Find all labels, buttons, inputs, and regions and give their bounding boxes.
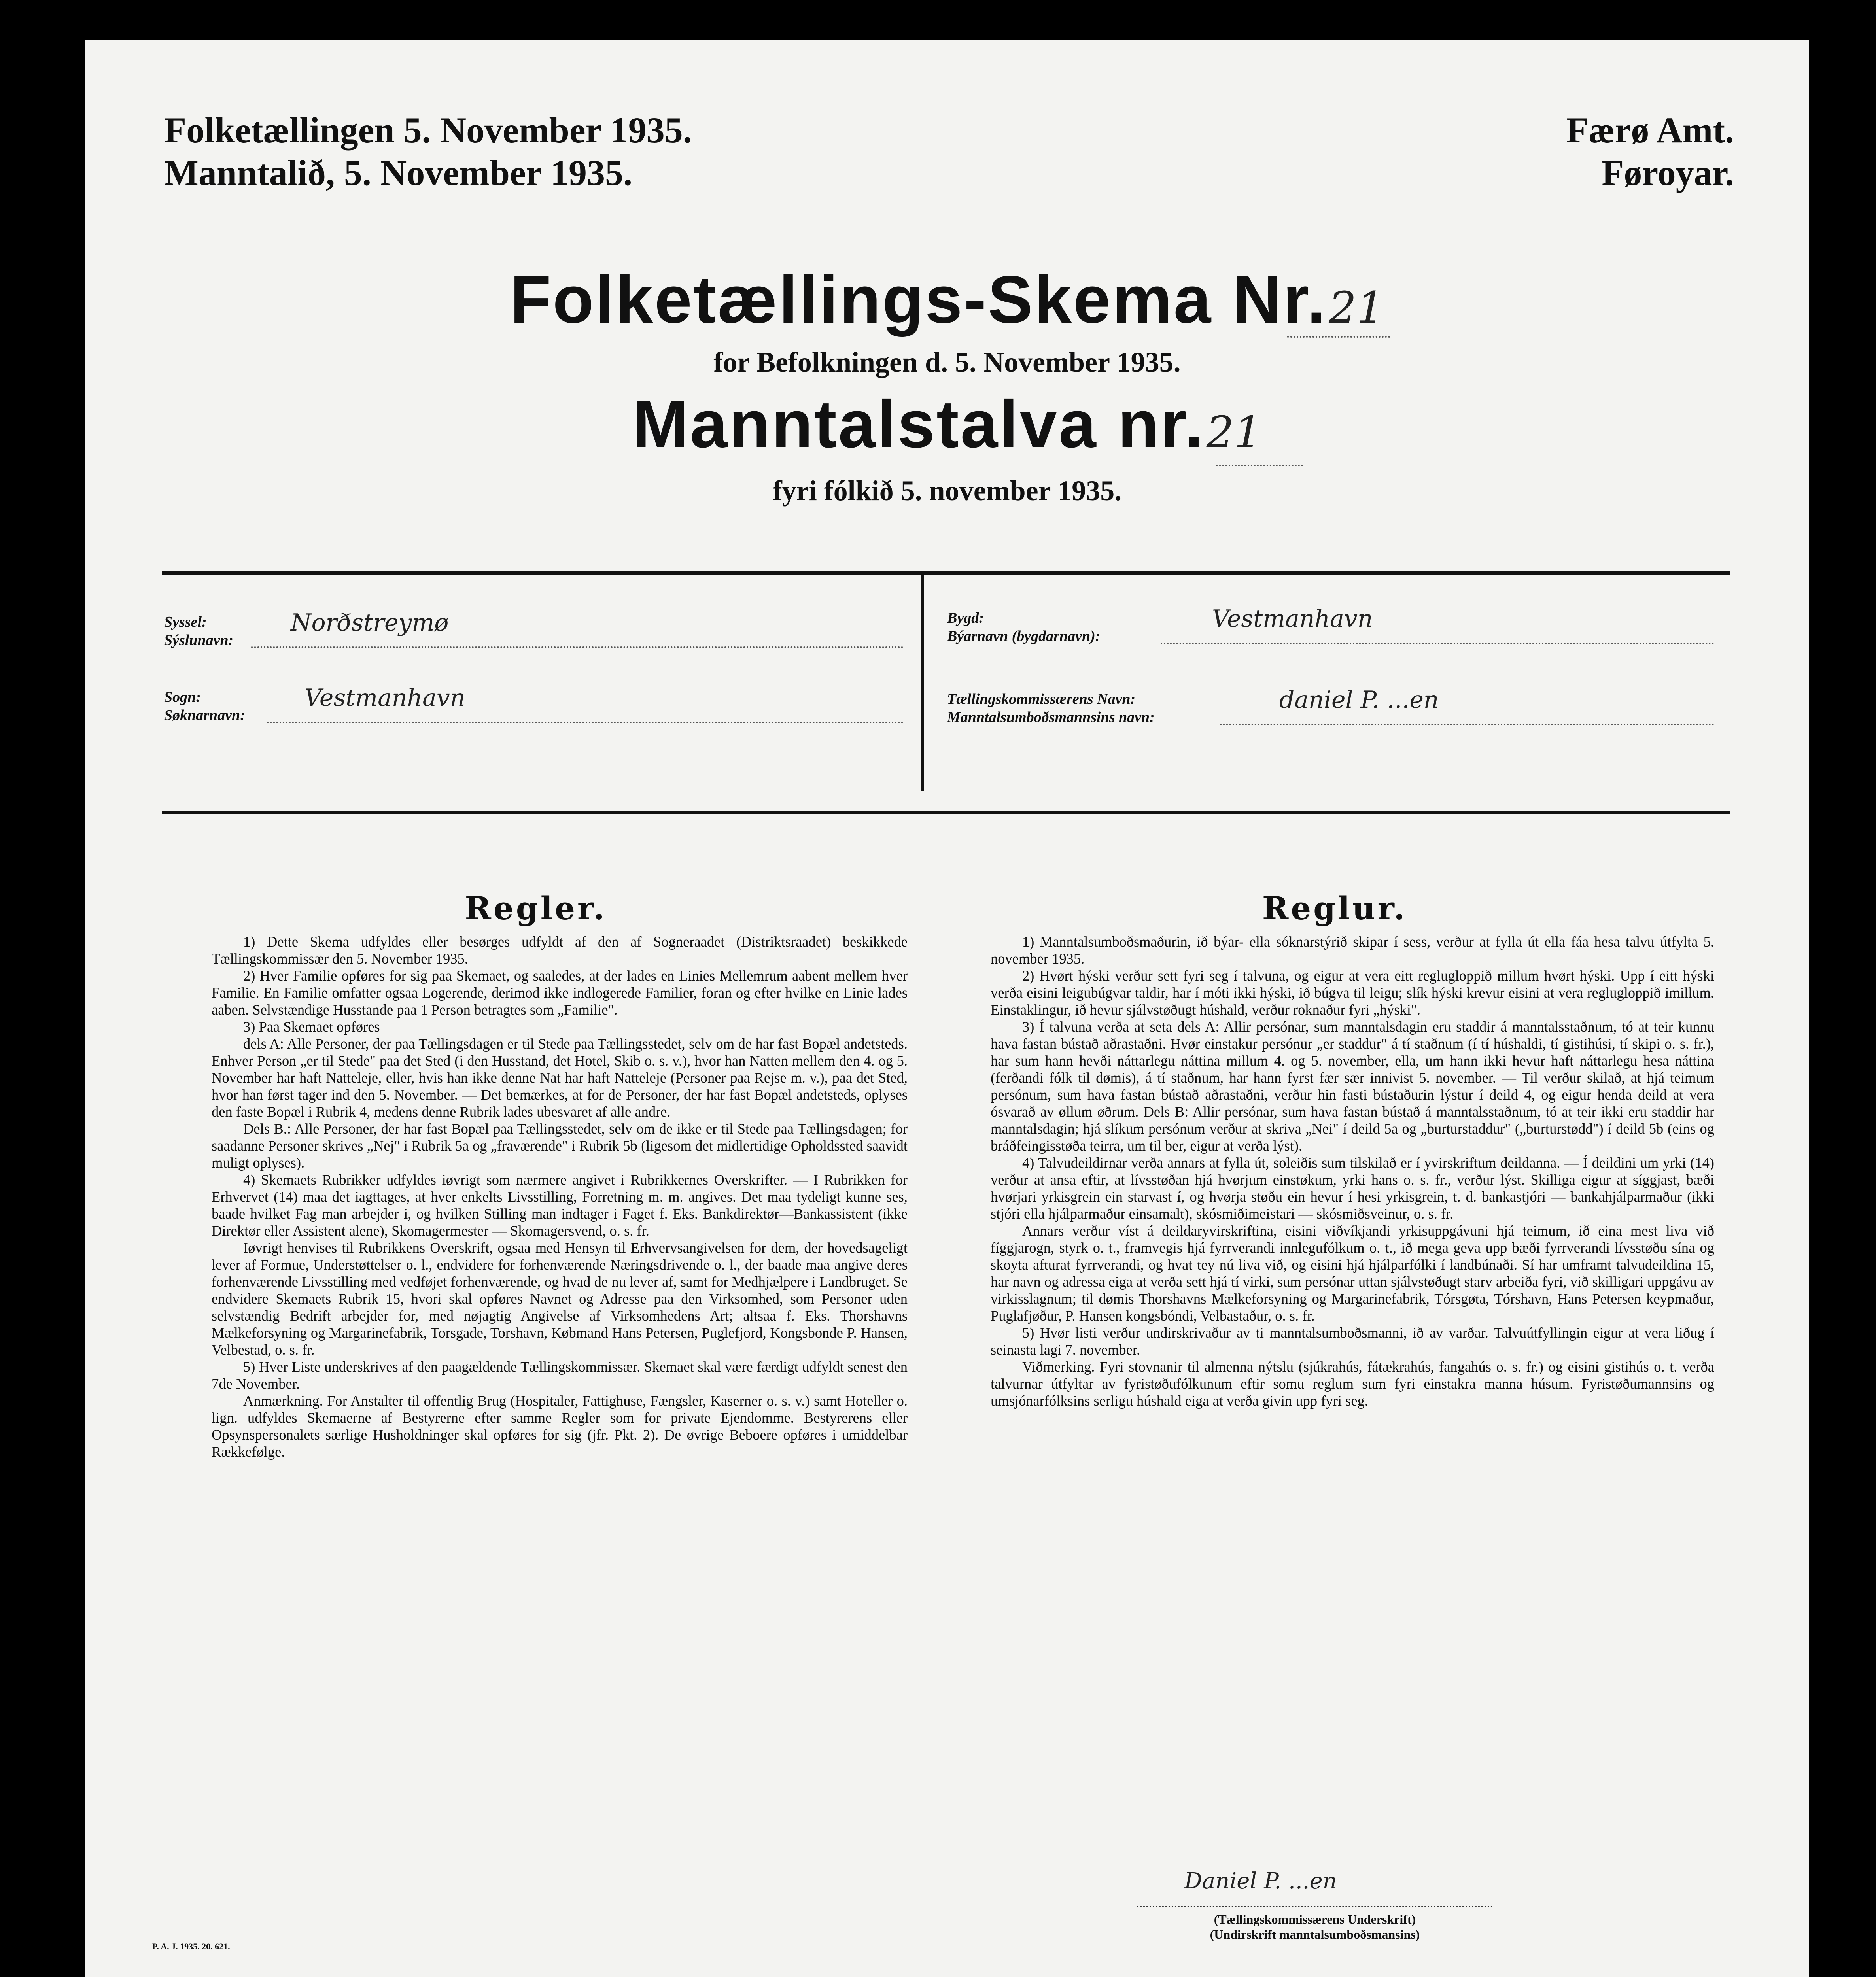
field-divider	[921, 573, 924, 791]
kommissaer-line	[1220, 724, 1714, 725]
reglur-paragraph-7: Viðmerking. Fyri stovnanir til almenna nýtslu (sjúkrahús, fátækrahús, fangahús o. s. fr.) og eisini gistihús o. t. verða talvurnar útfyltar av fyristøðufólkunum eftir somu reglum sum fyri einstakra manna húsum. Fyristøðumannsins og umsjónarfólksins serligu húshald eiga at verða givin upp fyri seg.	[991, 1359, 1714, 1409]
manntal-subtitle: fyri fólkið 5. november 1935.	[772, 475, 1122, 507]
header-left-line2: Manntalið, 5. November 1935.	[164, 153, 633, 193]
sogn-line	[267, 722, 904, 723]
reglur-paragraph-5: Annars verður víst á deildaryvirskriftina, eisini viðvíkjandi yrkisuppgávuni hjá teimum, ið eina mest liva við fíggjarogn, styrk o. t., framvegis hjá fyrrverandi innlegufólkum o. t., ið mega geva upp bæði fyrrverandi lívsstøðu sína og skoyta afturat fyrrverandi, og hvat tey nú liva við, og eisini hjá hjálparfólki í landbúnaði. Sí har umframt talvudeildina 15, har navn og adressa eiga at verða sett hjá tí virki, sum persónar uttan sjálvstøðugt starv arbeiða fyri, við skilligari uppgávu av virkisslagnum; til dømis Thorshavns Mælkeforsyning og Margarinefabrik, Tórsgøta, Tórshavn, Hans Petersen keypmaður, Puglafjøður, P. Hansen kongsbóndi, Velbastaður, o. s. fr.	[991, 1223, 1714, 1324]
regler-paragraph-7: Iøvrigt henvises til Rubrikkens Overskrift, ogsaa med Hensyn til Erhvervsangivelsen for dem, der hovedsageligt lever af Formue, Understøttelser o. l., endvidere for forhenværende Næringsdrivende o. l., der baade maa angive deres forhenværende Livsstilling med vedføjet forhenværende, og hvad de nu lever af, samt for Medhjælpere i Landbruget. Se endvidere Skemaets Rubrik 15, hvori skal opføres Navnet og Adresse paa den Virksomhed, som Personer uden selvstændig Bedrift arbejder for, med nøjagtig Angivelse af Virksomhedens Art; altsaa f. Eks. Thorshavns Mælkeforsyning og Margarinefabrik, Torsgade, Torshavn, Købmand Hans Petersen, Puglefjord, Kongsbonde P. Hansen, Velbestad, o. s. fr.	[212, 1240, 908, 1358]
printer-mark: P. A. J. 1935. 20. 621.	[152, 1941, 230, 1951]
kommissaer-value: daniel P. ...en	[1279, 686, 1439, 714]
regler-title: Regler.	[465, 890, 607, 927]
sysla-label	[164, 613, 233, 649]
signature-caption-da: (Tællingskommissærens Underskrift)	[1214, 1912, 1416, 1926]
regler-paragraph-9: Anmærkning. For Anstalter til offentlig Brug (Hospitaler, Fattighuse, Fængsler, Kaserner o. s. v.) samt Hoteller o. lign. udfyldes Skemaerne af Bestyrerne efter samme Regler som for private Ejendomme. Bestyrerens eller Opsynspersonalets særlige Husholdninger skal opføres for sig (jfr. Pkt. 2). De øvrige Beboere opføres i umiddelbar Rækkefølge.	[212, 1393, 908, 1460]
census-form-sheet	[85, 40, 1809, 1977]
sysla-label-da: Syssel:	[164, 614, 207, 630]
reglur-paragraph-3: 3) Í talvuna verða at seta dels A: Allir persónar, sum manntalsdagin eru staddir á manntalsstaðnum, tó at teir kunnu hava fastan bústað aðrastaðni. Hvør einstakur persónur „er staddur" á tí staðnum (í tí húshaldi, tí gistihúsi, tí skipi o. s. fr.), har sum hann hevði náttarlegu náttina millum 4. og 5. november, ella, um hann ikki hevur haft náttarlegu hesa náttina (ferðandi fólk til dømis), á tí staðnum, har hann fyrst fær sær innivist 5. november. — Til verður skilað, at hjá teimum persónum, sum hava fastan bústað aðrastaðni, verður hin fasti bústaðurin lýstur í deild 4, og eigur henda deild at vera ósvarað av øllum øðrum. Dels B: Allir persónar, sum hava fastan bústað á manntalsstaðnum, tó at teir ikki eru staddir har manntalsdagin; hjá slíkum persónum verður at skriva „Nei" í deild 5a og „burturstaddur" („burturstødd") í deild 5b (eins og bráðfeingisstøða teirra, um til ber, eigur at verða lýst).	[991, 1019, 1714, 1154]
header-right-line1: Færø Amt.	[1566, 110, 1734, 150]
sysla-label-fo: Sýslunavn:	[164, 632, 234, 648]
skema-number-line	[1287, 336, 1390, 338]
manntal-number: 21	[1206, 407, 1262, 457]
header-left	[164, 109, 692, 194]
sogn-label	[164, 688, 245, 724]
reglur-column	[991, 933, 1714, 1409]
kommissaer-label-fo: Manntalsumboðsmannsins navn:	[947, 709, 1155, 726]
header-left-line1: Folketællingen 5. November 1935.	[164, 110, 692, 150]
signature-caption-fo: (Undirskrift manntalsumboðsmansins)	[1210, 1927, 1420, 1941]
sysla-line	[251, 646, 904, 648]
bygd-label-da: Bygd:	[947, 610, 984, 626]
signature-handwritten: Daniel P. ...en	[1184, 1868, 1337, 1894]
regler-paragraph-5: Dels B.: Alle Personer, der har fast Bopæl paa Tællingsstedet, selv om de ikke er til Stede paa Tællingsdagen; for saadanne Personer skrives „Nej" i Rubrik 5a og „fraværende" i Rubrik 5b (ligesom det midlertidige Opholdssted saavidt muligt oplyses).	[212, 1121, 908, 1171]
signature-line	[1137, 1906, 1493, 1907]
manntal-title-row	[85, 386, 1809, 463]
reglur-paragraph-2: 2) Hvørt hýski verður sett fyri seg í talvuna, og eigur at vera eitt reglugloppið millum hvørt hýski. Upp í eitt hýski verða eisini leigubúgvar taldir, har í móti ikki hýski, ið búgva til leigu; slík hýski krevur eisini at vera reglugloppið imillum. Einstaklingur, ið hevur sjálvstøðugt húshald, verður roknaður fyri „hýski".	[991, 968, 1714, 1018]
regler-column	[212, 933, 908, 1460]
bygd-line	[1161, 643, 1714, 644]
reglur-paragraph-4: 4) Talvudeildirnar verða annars at fylla út, soleiðis sum tilskilað er í yvirskriftum deildanna. — Í deildini um yrki (14) verður at ansa eftir, at lívsstøðan hjá hvørjum einstøkum, yrki hans o. s. fr., verður lýst. Skilliga eigur at síggjast, bæði hvørjari yrkisgrein ein starvast í, og hvørja støðu ein hevur í hesi yrkisgrein, t. d. bankastjóri — bankahjálparmaður (ikki stjóri ella hjálparmaður einsamalt), skósmiðimeistari — skósmiðsveinur, o. s. fr.	[991, 1155, 1714, 1222]
reglur-title: Reglur.	[1262, 890, 1407, 927]
top-field-rule	[162, 571, 1730, 575]
kommissaer-label-da: Tællingskommissærens Navn:	[947, 691, 1136, 707]
sogn-value: Vestmanhavn	[304, 684, 465, 712]
regler-paragraph-8: 5) Hver Liste underskrives af den paagældende Tællingskommissær. Skemaet skal være færdigt udfyldt senest den 7de November.	[212, 1359, 908, 1392]
bygd-label-fo: Býarnavn (bygdarnavn):	[947, 628, 1101, 645]
skema-title-row	[85, 261, 1809, 338]
signature-caption	[1137, 1912, 1493, 1942]
regler-paragraph-3: 3) Paa Skemaet opføres	[243, 1019, 380, 1035]
sogn-label-da: Sogn:	[164, 689, 201, 705]
regler-paragraph-2: 2) Hver Familie opføres for sig paa Skemaet, og saaledes, at der lades en Linies Mellemrum aabent mellem hver Familie. En Familie omfatter ogsaa Logerende, derimod ikke indlogerede Familier, foran og efter hvilke en Linie lades aaben. Selvstændige Husstande paa 1 Person betragtes som „Familie".	[212, 968, 908, 1018]
manntal-number-line	[1216, 465, 1303, 466]
sogn-label-fo: Søknarnavn:	[164, 707, 245, 724]
regler-paragraph-1: 1) Dette Skema udfyldes eller besørges udfyldt af den af Sogneraadet (Distriktsraadet) beskikkede Tællingskommissær den 5. November 1935.	[212, 934, 908, 967]
kommissaer-label	[947, 690, 1155, 726]
skema-number: 21	[1329, 282, 1384, 333]
header-right	[1566, 109, 1734, 194]
bygd-value: Vestmanhavn	[1212, 605, 1373, 633]
reglur-paragraph-6: 5) Hvør listi verður undirskrivaður av ti manntalsumboðsmanni, ið av varðar. Talvuútfyllingin eigur at vera liðug í seinasta lagi 7. november.	[991, 1325, 1714, 1358]
bottom-field-rule	[162, 811, 1730, 814]
skema-title: Folketællings-Skema Nr.	[510, 262, 1328, 337]
regler-paragraph-6: 4) Skemaets Rubrikker udfyldes iøvrigt som nærmere angivet i Rubrikkernes Overskrifter. — I Rubrikken for Erhvervet (14) maa det iagttages, at hver enkelts Livsstilling, Forretning m. m. angives. Det maa tydeligt kunne ses, baade hvilket Fag man arbejder i, og hvilken Stilling man indtager i Faget f. Eks. Bankdirektør—Bankassistent (ikke Direktør eller Assistent alene), Skomagermester — Skomagersvend, o. s. fr.	[212, 1172, 908, 1239]
manntal-title: Manntalstalva nr.	[632, 387, 1205, 462]
skema-subtitle: for Befolkningen d. 5. November 1935.	[713, 346, 1181, 378]
sysla-value: Norðstreymø	[291, 609, 449, 637]
regler-paragraph-4: dels A: Alle Personer, der paa Tællingsdagen er til Stede paa Tællingsstedet, selv om de har fast Bopæl andetsteds. Enhver Person „er til Stede" paa det Sted (i den Husstand, det Hotel, Skib o. s. v.), hvor han Natten mellem den 4. og 5. November har haft Natteleje, eller, hvis han ikke denne Nat har haft Natteleje (Personer paa Rejse m. v.), paa det Sted, hvor han først tager ind den 5. November. — Det bemærkes, at for de Personer, der har fast Bopæl andetsteds, oplyses den faste Bopæl i Rubrik 4, medens denne Rubrik lades ubesvaret af alle andre.	[212, 1036, 908, 1120]
bygd-label	[947, 609, 1100, 645]
reglur-paragraph-1: 1) Manntalsumboðsmaðurin, ið býar- ella sóknarstýrið skipar í sess, verður at fylla út ella fáa hesa talvu útfylta 5. november 1935.	[991, 934, 1714, 967]
header-right-line2: Føroyar.	[1602, 153, 1734, 193]
